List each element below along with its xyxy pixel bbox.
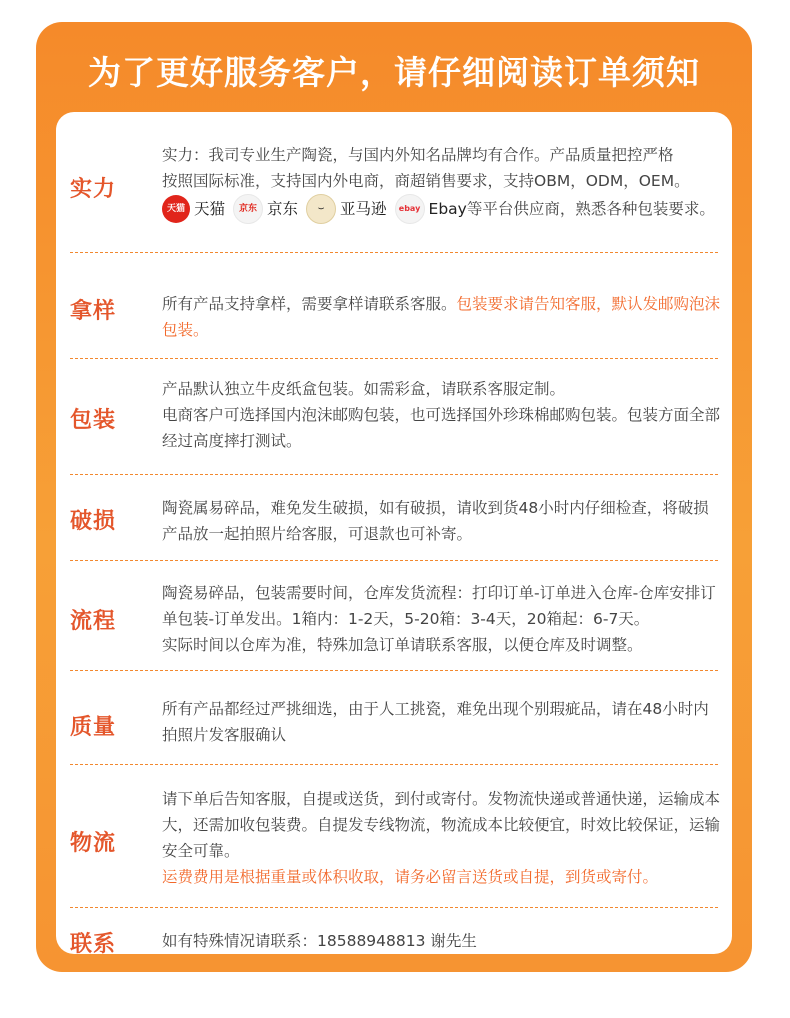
section-label-contact: 联系 xyxy=(70,932,117,954)
section-label-quality: 质量 xyxy=(70,715,117,740)
logistics-text: 请下单后告知客服，自提或送货，到付或寄付。发物流快递或普通快递，运输成本大，还需加收包装费。自提发专线物流，物流成本比较便宜，时效比较保证，运输安全可靠。 xyxy=(162,790,721,860)
section-divider xyxy=(70,474,718,475)
section-divider xyxy=(70,907,718,908)
notice-panel xyxy=(56,112,732,954)
section-content-quality xyxy=(162,696,722,748)
section-content-sample xyxy=(162,291,722,343)
brand-name-jd: 京东 xyxy=(267,200,299,218)
contact-text: 如有特殊情况请联系：18588948813 谢先生 xyxy=(162,932,477,950)
jd-logo-icon: 京东 xyxy=(233,194,263,224)
packing-line-2: 电商客户可选择国内泡沫邮购包装，也可选择国外珍珠棉邮购包装。包装方面全部经过高度摔打测试。 xyxy=(162,406,721,450)
section-label-strength: 实力 xyxy=(70,177,117,202)
brand-name-tmall: 天猫 xyxy=(194,200,226,218)
sample-text: 所有产品支持拿样，需要拿样请联系客服。 xyxy=(162,295,457,313)
brand-row xyxy=(162,194,722,224)
process-line-1: 陶瓷易碎品，包装需要时间，仓库发货流程：打印订单-订单进入仓库-仓库安排订单包装-订单发出。1箱内：1-2天，5-20箱：3-4天，20箱起：6-7天。 xyxy=(162,584,716,628)
section-divider xyxy=(70,358,718,359)
section-divider xyxy=(70,764,718,765)
section-label-logistics: 物流 xyxy=(70,831,117,856)
packing-line-1: 产品默认独立牛皮纸盒包装。如需彩盒，请联系客服定制。 xyxy=(162,380,566,398)
section-content-process xyxy=(162,580,722,658)
section-divider xyxy=(70,252,718,253)
section-label-process: 流程 xyxy=(70,609,117,634)
quality-text: 所有产品都经过严挑细选，由于人工挑瓷，难免出现个别瑕疵品，请在48小时内拍照片发客服确认 xyxy=(162,700,709,744)
damage-text: 陶瓷属易碎品，难免发生破损，如有破损，请收到货48小时内仔细检查，将破损产品放一起拍照片给客服，可退款也可补寄。 xyxy=(162,499,709,543)
brand-name-ebay: Ebay xyxy=(428,200,467,218)
notice-frame xyxy=(36,22,752,972)
brands-suffix: 等平台供应商，熟悉各种包装要求。 xyxy=(466,200,715,218)
section-divider xyxy=(70,670,718,671)
tmall-logo-icon: 天猫 xyxy=(162,195,190,223)
strength-line-2: 按照国际标准，支持国内外电商，商超销售要求，支持OBM，ODM，OEM。 xyxy=(162,172,690,190)
section-content-damage xyxy=(162,495,722,547)
brand-name-amazon: 亚马逊 xyxy=(340,200,387,218)
section-content-strength xyxy=(162,142,722,224)
page-title: 为了更好服务客户，请仔细阅读订单须知 xyxy=(88,52,700,92)
sample-highlight: 包装要求请告知客服，默认发邮购泡沫包装。 xyxy=(162,295,721,339)
logistics-highlight: 运费费用是根据重量或体积收取，请务必留言送货或自提，到货或寄付。 xyxy=(162,868,659,886)
section-content-contact xyxy=(162,928,722,954)
strength-line-1: 实力：我司专业生产陶瓷，与国内外知名品牌均有合作。产品质量把控严格 xyxy=(162,146,674,164)
ebay-logo-icon: ebay xyxy=(395,194,425,224)
section-divider xyxy=(70,560,718,561)
section-label-packing: 包装 xyxy=(70,408,117,433)
amazon-logo-icon: ⌣ xyxy=(306,194,336,224)
section-label-damage: 破损 xyxy=(70,509,117,534)
section-content-logistics xyxy=(162,786,722,890)
process-line-2: 实际时间以仓库为准，特殊加急订单请联系客服，以便仓库及时调整。 xyxy=(162,636,643,654)
section-content-packing xyxy=(162,376,722,454)
section-label-sample: 拿样 xyxy=(70,299,117,324)
